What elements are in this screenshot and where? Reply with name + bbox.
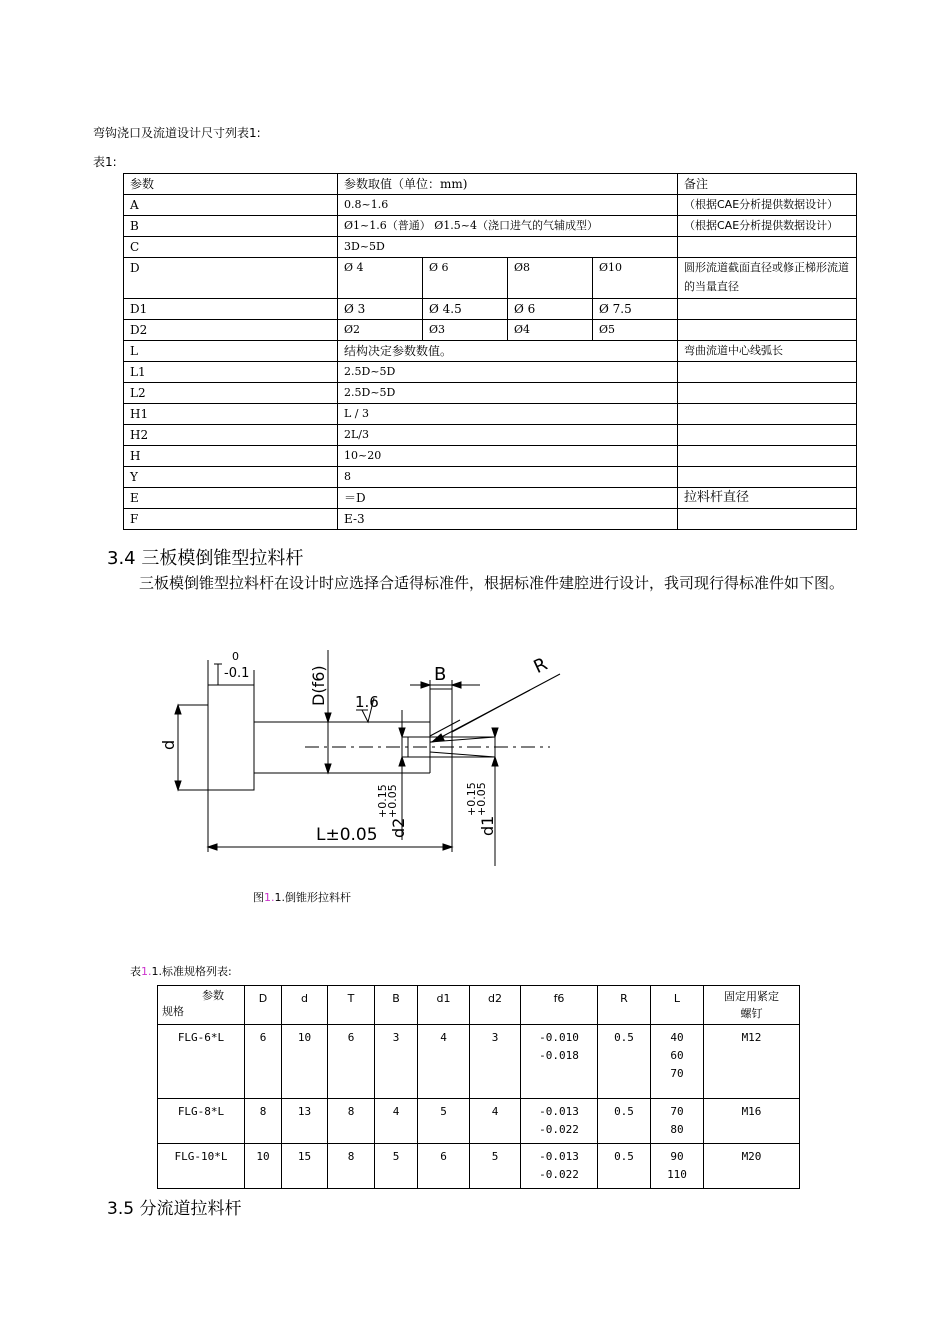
section-3-4-heading: 3.4 三板模倒锥型拉料杆	[107, 548, 304, 569]
f6-lower: -0.022	[539, 1123, 579, 1136]
param-cell: Y	[124, 467, 338, 488]
value-cell: 2.5D~5D	[338, 383, 678, 404]
cell: 8	[328, 1099, 375, 1144]
cell: 15	[282, 1144, 328, 1189]
param-cell: L	[124, 341, 338, 362]
note-cell	[678, 404, 857, 425]
header-param: 参数	[202, 989, 224, 1002]
spec-cell: FLG-10*L	[158, 1144, 245, 1189]
label-d-f6: D(f6)	[309, 665, 328, 706]
label-d2: d2	[389, 817, 408, 838]
param-cell: D1	[124, 299, 338, 320]
table2-label-prefix: 表	[130, 965, 141, 978]
l-value: 70	[670, 1105, 684, 1118]
note-cell: 圆形流道截面直径或修正梯形流道的当量直径	[678, 258, 857, 299]
cell: 5	[375, 1144, 418, 1189]
caption-number: 1.	[264, 891, 275, 904]
l-cell	[651, 1099, 704, 1144]
value-cell: E-3	[338, 509, 678, 530]
label-roughness: 1.6	[355, 693, 379, 711]
cell: 5	[418, 1099, 470, 1144]
label-d1-tol-lower: +0.05	[475, 782, 488, 816]
param-cell: L1	[124, 362, 338, 383]
param-cell: E	[124, 488, 338, 509]
f6-lower: -0.018	[539, 1049, 579, 1062]
cell: 8	[245, 1099, 282, 1144]
label-d2-tol-lower: +0.05	[386, 784, 399, 818]
cell: 4	[375, 1099, 418, 1144]
value-cell: Ø2	[338, 320, 423, 341]
value-cell: Ø 6	[508, 299, 593, 320]
table-row	[124, 509, 857, 530]
table-row	[124, 216, 857, 237]
cell: 3	[375, 1025, 418, 1099]
table2-label	[130, 963, 232, 979]
table-row	[124, 258, 857, 299]
param-cell: H2	[124, 425, 338, 446]
header-param: 参数	[124, 174, 338, 195]
header-value: 参数取值（单位：mm)	[338, 174, 678, 195]
label-d: d	[159, 739, 178, 750]
cell: 6	[245, 1025, 282, 1099]
param-cell: D	[124, 258, 338, 299]
l-value: 70	[670, 1067, 684, 1080]
value-cell: Ø 4	[338, 258, 423, 299]
header-cell: d	[282, 986, 328, 1025]
standard-spec-table	[157, 985, 800, 1189]
table-row	[124, 383, 857, 404]
header-note: 备注	[678, 174, 857, 195]
table-row	[124, 446, 857, 467]
value-cell: Ø10	[593, 258, 678, 299]
label-t-lower: -0.1	[224, 666, 250, 681]
f6-upper: -0.010	[539, 1031, 579, 1044]
value-cell: 8	[338, 467, 678, 488]
table-row	[124, 404, 857, 425]
caption-prefix: 图	[253, 891, 264, 904]
header-spec: 规格	[162, 1005, 184, 1018]
value-cell: Ø 6	[423, 258, 508, 299]
note-cell	[678, 446, 857, 467]
f6-lower: -0.022	[539, 1168, 579, 1181]
note-cell	[678, 509, 857, 530]
cell: 0.5	[598, 1144, 651, 1189]
l-cell	[651, 1025, 704, 1099]
value-cell: 2L/3	[338, 425, 678, 446]
param-cell: A	[124, 195, 338, 216]
spec-cell: FLG-8*L	[158, 1099, 245, 1144]
cell: 13	[282, 1099, 328, 1144]
note-cell	[678, 320, 857, 341]
value-cell: Ø 3	[338, 299, 423, 320]
header-cell: D	[245, 986, 282, 1025]
note-cell	[678, 362, 857, 383]
head-outline	[208, 685, 254, 790]
note-cell: 拉料杆直径	[678, 488, 857, 509]
intro-text: 弯钩浇口及流道设计尺寸列表1:	[93, 126, 261, 140]
label-b: B	[434, 664, 447, 685]
f6-cell	[521, 1144, 598, 1189]
cell: 10	[245, 1144, 282, 1189]
table-row	[158, 1144, 800, 1189]
note-cell: （根据CAE分析提供数据设计）	[678, 216, 857, 237]
table-row	[124, 362, 857, 383]
value-cell: 3D~5D	[338, 237, 678, 258]
spec-cell: FLG-6*L	[158, 1025, 245, 1099]
cell: 6	[418, 1144, 470, 1189]
cell: 5	[470, 1144, 521, 1189]
header-cell: R	[598, 986, 651, 1025]
param-cell: H	[124, 446, 338, 467]
note-cell	[678, 299, 857, 320]
table-header-row	[158, 986, 800, 1025]
l-value: 110	[667, 1168, 687, 1181]
cell: M20	[704, 1144, 800, 1189]
note-cell	[678, 467, 857, 488]
header-cell: T	[328, 986, 375, 1025]
value-cell: Ø1~1.6（普通） Ø1.5~4（浇口进气的气辅成型）	[338, 216, 678, 237]
label-l: L±0.05	[316, 825, 378, 845]
value-cell: Ø8	[508, 258, 593, 299]
table-row	[124, 488, 857, 509]
table-row	[158, 1025, 800, 1099]
value-cell: Ø4	[508, 320, 593, 341]
table-row	[124, 320, 857, 341]
cell: 0.5	[598, 1025, 651, 1099]
table1-label: 表1:	[93, 155, 117, 169]
cell: 4	[470, 1099, 521, 1144]
label-d1-tol-upper: +0.15	[465, 782, 478, 816]
header-cell: f6	[521, 986, 598, 1025]
cell: 0.5	[598, 1099, 651, 1144]
f6-cell	[521, 1099, 598, 1144]
table-row	[124, 425, 857, 446]
cell: 10	[282, 1025, 328, 1099]
note-cell	[678, 383, 857, 404]
cell: M12	[704, 1025, 800, 1099]
section-3-4-paragraph: 三板模倒锥型拉料杆在设计时应选择合适得标准件，根据标准件建腔进行设计，我司现行得标准件如下图。	[139, 574, 845, 592]
param-cell: H1	[124, 404, 338, 425]
table2-label-text: 1.标准规格列表:	[151, 965, 232, 978]
cell: 3	[470, 1025, 521, 1099]
note-cell	[678, 237, 857, 258]
param-cell: F	[124, 509, 338, 530]
header-screw-line2: 螺钉	[740, 1007, 763, 1020]
value-cell: 0.8~1.6	[338, 195, 678, 216]
header-screw-line1: 固定用紧定	[724, 990, 779, 1003]
param-cell: L2	[124, 383, 338, 404]
label-d2-tol-upper: +0.15	[376, 784, 389, 818]
header-param-spec	[158, 986, 245, 1025]
header-cell: B	[375, 986, 418, 1025]
value-cell: ＝D	[338, 488, 678, 509]
table-header-row	[124, 174, 857, 195]
table2-label-number: 1.	[141, 965, 152, 978]
figure-caption	[253, 889, 351, 905]
table-row	[124, 467, 857, 488]
note-cell: 弯曲流道中心线弧长	[678, 341, 857, 362]
cell: 6	[328, 1025, 375, 1099]
cell: 8	[328, 1144, 375, 1189]
label-r: R	[530, 653, 551, 679]
cell: M16	[704, 1099, 800, 1144]
caption-text: 1.倒锥形拉料杆	[274, 891, 351, 904]
l-cell	[651, 1144, 704, 1189]
note-cell: （根据CAE分析提供数据设计）	[678, 195, 857, 216]
f6-cell	[521, 1025, 598, 1099]
value-cell: Ø 4.5	[423, 299, 508, 320]
label-t-upper: 0	[232, 650, 239, 663]
f6-upper: -0.013	[539, 1105, 579, 1118]
table-row	[124, 195, 857, 216]
l-value: 80	[670, 1123, 684, 1136]
header-cell: d1	[418, 986, 470, 1025]
header-screw	[704, 986, 800, 1025]
cell: 4	[418, 1025, 470, 1099]
table-row	[124, 299, 857, 320]
l-value: 90	[670, 1150, 684, 1163]
section-3-5-heading: 3.5 分流道拉料杆	[107, 1199, 242, 1219]
header-cell: d2	[470, 986, 521, 1025]
note-cell	[678, 425, 857, 446]
value-cell: Ø5	[593, 320, 678, 341]
l-value: 40	[670, 1031, 684, 1044]
table-row	[124, 237, 857, 258]
value-cell: 结构决定参数数值。	[338, 341, 678, 362]
param-cell: B	[124, 216, 338, 237]
sprue-puller-drawing	[150, 640, 570, 875]
value-cell: Ø 7.5	[593, 299, 678, 320]
param-cell: D2	[124, 320, 338, 341]
table-row	[158, 1099, 800, 1144]
value-cell: Ø3	[423, 320, 508, 341]
table-row	[124, 341, 857, 362]
header-cell: L	[651, 986, 704, 1025]
value-cell: 2.5D~5D	[338, 362, 678, 383]
value-cell: 10~20	[338, 446, 678, 467]
l-value: 60	[670, 1049, 684, 1062]
label-d1: d1	[478, 815, 497, 836]
param-cell: C	[124, 237, 338, 258]
value-cell: L / 3	[338, 404, 678, 425]
gate-runner-table	[123, 173, 857, 530]
f6-upper: -0.013	[539, 1150, 579, 1163]
